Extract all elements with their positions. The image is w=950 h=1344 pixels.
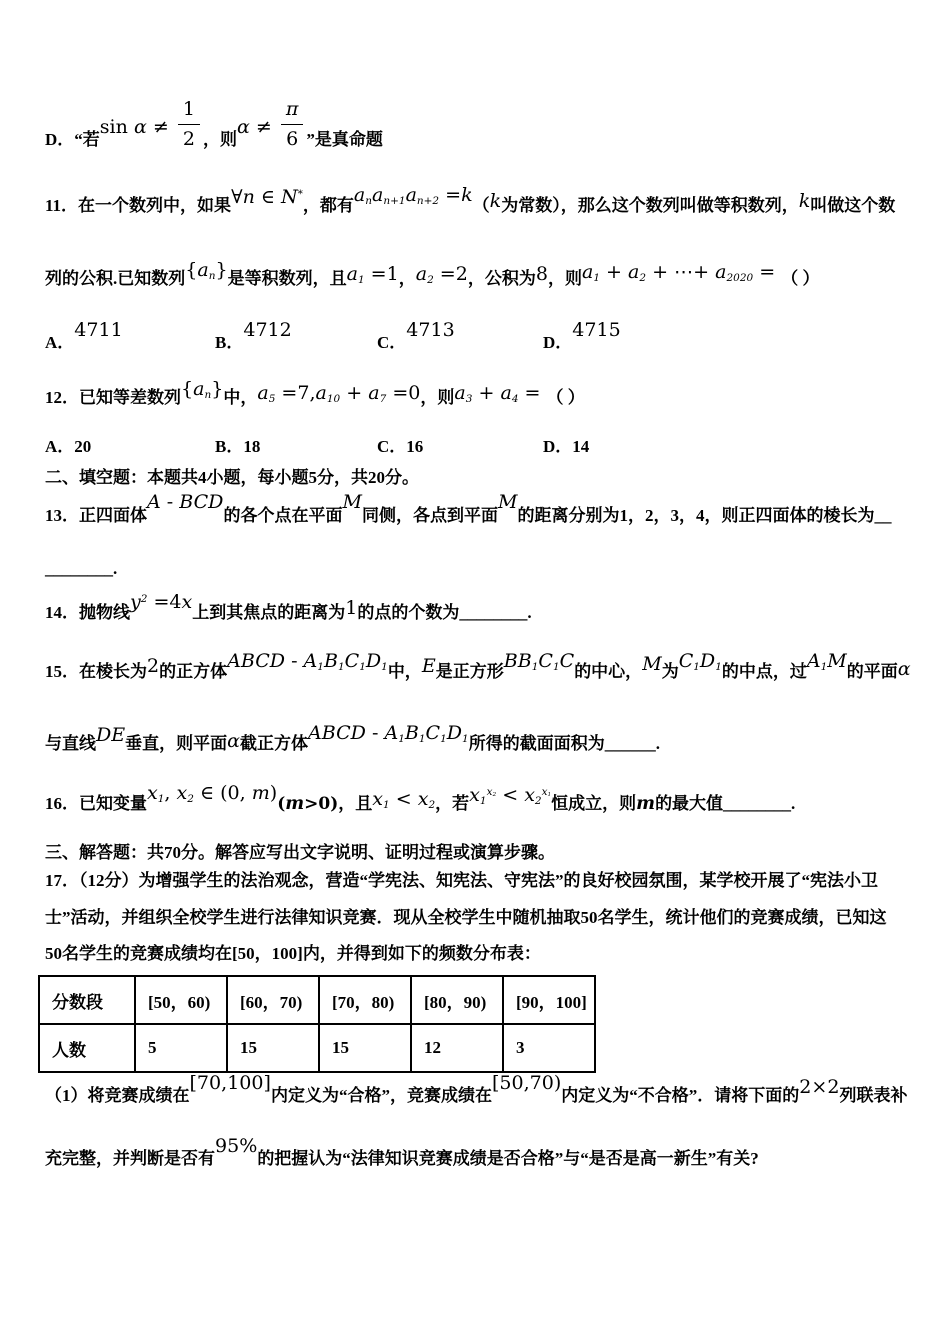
text-run: A．20: [45, 437, 92, 456]
subscript: 1: [479, 795, 487, 808]
math-run: $a_{n+2}$: [405, 184, 440, 208]
text-run: 叫做这个数: [810, 196, 896, 215]
fraction-denominator: [178, 125, 200, 153]
math-run: [50,70): [491, 1072, 562, 1094]
q11-options-col: [543, 319, 621, 356]
math-run: 2: [182, 128, 195, 150]
math-run: ): [269, 782, 278, 804]
math-run: $C_1$: [538, 650, 560, 674]
superscript: 2: [140, 592, 148, 605]
math-run: =4: [147, 591, 182, 613]
frequency-table: [38, 975, 596, 1073]
text-run: 的点的个数为________.: [357, 603, 532, 622]
math-run: $a_1$: [581, 261, 600, 285]
text-run: D．14: [543, 437, 590, 456]
table-row: [39, 976, 595, 1024]
q17-stem-line3: [45, 941, 541, 967]
math-run: $D_1$: [365, 650, 388, 674]
math-run: $x_2^{x_1}$: [524, 784, 552, 808]
math-run: ≠: [249, 116, 278, 138]
text-run: 上到其焦点的距离为: [192, 603, 346, 622]
subscript: 2: [534, 795, 542, 808]
subscript: 5: [268, 393, 276, 406]
subscript: 1: [381, 661, 388, 674]
text-run: 的中点，过: [721, 662, 807, 681]
q17-part1-line2: [45, 1135, 759, 1172]
math-run: 95%: [215, 1135, 258, 1157]
math-run: $A_1$: [384, 722, 405, 746]
subscript: 1: [317, 661, 324, 674]
math-run: 4715: [572, 319, 621, 341]
text-run: 三、解答题：共70分。解答应写出文字说明、证明过程或演算步骤。: [45, 843, 555, 862]
subscript: 2: [427, 274, 434, 287]
text-run: C．: [377, 333, 407, 352]
math-run: m: [251, 782, 270, 804]
subscript: 1: [552, 661, 560, 674]
math-run: 1: [182, 98, 195, 120]
math-run: α: [227, 730, 241, 752]
subscript: 1: [547, 792, 552, 799]
subscript: 1: [383, 799, 390, 812]
table-header-cell: [90，100]: [503, 976, 595, 1024]
table-header-cell: [50，60): [135, 976, 227, 1024]
math-run: 4711: [74, 319, 123, 341]
subscript: n+1: [383, 195, 406, 208]
math-run: =: [518, 382, 547, 404]
math-run: <: [496, 784, 525, 806]
math-run: <: [389, 788, 418, 810]
math-run: x: [181, 591, 193, 613]
text-run: 的最大值________.: [655, 794, 796, 813]
q17-stem-line1: [45, 868, 878, 894]
text-run: 15．在棱长为: [45, 662, 147, 681]
text-run: ，公积为: [467, 269, 536, 288]
math-run: {: [181, 378, 194, 400]
text-run: 的各个点在平面: [223, 506, 343, 525]
text-run: ，: [398, 269, 416, 288]
math-run: +: [340, 382, 369, 404]
math-run: $a_5$: [257, 382, 276, 406]
fraction-numerator: [178, 96, 200, 125]
math-run: $a_{10}$: [315, 382, 341, 406]
text-run: 恒成立，则: [551, 794, 637, 813]
text-run: B．: [215, 333, 244, 352]
math-run: α: [133, 116, 147, 138]
subscript: 2: [639, 272, 647, 285]
subscript: 1: [398, 733, 405, 746]
text-run: 13．正四面体: [45, 506, 147, 525]
text-run: 内定义为“合格”，竞赛成绩在: [270, 1086, 492, 1105]
math-run: +: [472, 382, 501, 404]
math-run: α: [236, 116, 250, 138]
math-run: {: [185, 259, 198, 281]
math-run: k: [461, 184, 473, 206]
math-run: n: [242, 186, 255, 208]
math-run: $C_1$: [344, 650, 366, 674]
text-run: 的距离分别为1，2，3，4，则正四面体的棱长为__: [517, 506, 892, 525]
math-run: C: [559, 650, 575, 672]
text-run: 为: [661, 662, 679, 681]
fraction: [281, 96, 304, 153]
math-run: [70,100]: [189, 1072, 271, 1094]
table-header-cell: [70，80): [319, 976, 411, 1024]
math-run: 4712: [243, 319, 292, 341]
math-run: -: [160, 491, 180, 513]
math-run: 6: [286, 128, 299, 150]
math-run: $D_1$: [446, 722, 469, 746]
math-run: N*: [281, 186, 303, 208]
math-run: }: [211, 378, 224, 400]
text-run: 中，: [223, 388, 258, 407]
math-run: =: [439, 184, 462, 206]
math-run: (: [277, 794, 286, 814]
table-cell: 15: [227, 1024, 319, 1072]
math-run: $A_1$: [806, 650, 828, 674]
math-run: $a_1$: [346, 263, 365, 287]
math-run: ≠: [146, 116, 175, 138]
math-run: +: [600, 261, 629, 283]
table-row-label: 分数段: [39, 976, 135, 1024]
subscript: 2: [492, 792, 497, 799]
superscript: [487, 786, 497, 798]
text-run: 为常数），那么这个数列叫做等积数列，: [501, 196, 799, 215]
text-run: 是正方形: [435, 662, 504, 681]
text-run: 列联表补: [839, 1086, 908, 1105]
math-run: $x_1$: [147, 782, 165, 806]
math-run: B: [503, 650, 518, 672]
table-cell: 5: [135, 1024, 227, 1072]
math-run: DE: [96, 724, 126, 746]
math-run: $x_1$: [372, 788, 390, 812]
q17-stem-line2: [45, 905, 887, 931]
math-run: ABCD: [227, 650, 286, 672]
subscript: 1: [820, 661, 828, 674]
subscript: 1: [693, 661, 700, 674]
q15-stem-line2: [45, 722, 660, 757]
text-run: ，若: [435, 794, 470, 813]
text-run: ，且: [338, 794, 373, 813]
q13-stem-line2: [45, 556, 117, 582]
text-run: 列的公积.已知数列: [45, 269, 186, 288]
math-run: $a_2$: [628, 261, 647, 285]
text-run: ，则: [202, 130, 237, 149]
section-2-heading: [45, 465, 419, 491]
q12-options-col: [377, 434, 423, 460]
text-run: A．: [45, 333, 75, 352]
math-run: $a_2$: [415, 263, 434, 287]
text-run: 充完整，并判断是否有: [45, 1149, 215, 1168]
subscript: 3: [465, 393, 473, 406]
text-run: 是等积数列，且: [227, 269, 347, 288]
math-run: $x_1^{x_2}$: [469, 784, 497, 808]
math-run: E: [421, 655, 436, 677]
math-run: $B_1$: [323, 650, 345, 674]
subscript: n+2: [416, 195, 440, 208]
math-run: =1: [364, 263, 399, 285]
text-run: 17．（12分）为增强学生的法治观念，营造“学宪法、知宪法、守宪法”的良好校园氛围，某学校开展了“宪法小卫: [45, 871, 878, 890]
text-run: 11．在一个数列中，如果: [45, 196, 232, 215]
math-run: $B_1$: [517, 650, 539, 674]
math-run: π: [285, 98, 299, 120]
math-run: $C_1$: [678, 650, 700, 674]
math-run: α: [897, 658, 911, 680]
math-run: 8: [535, 263, 548, 285]
table-cell: 12: [411, 1024, 503, 1072]
math-run: 2: [147, 655, 160, 677]
subscript: 2: [428, 799, 436, 812]
table-row-label: 人数: [39, 1024, 135, 1072]
text-run: 所得的截面面积为______.: [468, 734, 660, 753]
table-row: [39, 1024, 595, 1072]
subscript: 1: [418, 733, 426, 746]
text-run: 50名学生的竞赛成绩均在[50，100]内，并得到如下的频数分布表：: [45, 944, 541, 963]
subscript: 1: [440, 733, 447, 746]
math-run: $a_n$: [353, 184, 373, 208]
subscript: 7: [379, 393, 387, 406]
math-run: 1: [345, 597, 358, 619]
math-run: $a_7$: [368, 382, 387, 406]
q11-stem-line1: [45, 184, 896, 219]
math-run: $a_3$: [454, 382, 473, 406]
text-run: ________.: [45, 559, 118, 578]
q12-stem: [45, 378, 585, 411]
q11-stem-line2: [45, 259, 820, 292]
subscript: 1: [593, 272, 600, 285]
math-run: >0): [304, 794, 339, 814]
table-cell: 3: [503, 1024, 595, 1072]
text-run: 的平面: [846, 662, 898, 681]
q11-options-col: [377, 319, 455, 356]
text-run: 与直线: [45, 734, 96, 753]
text-run: （1）将竞赛成绩在: [45, 1086, 190, 1105]
subscript: n: [208, 270, 216, 283]
subscript: 1: [157, 793, 165, 806]
text-run: 16．已知变量: [45, 794, 147, 813]
math-run: $a_4$: [500, 382, 519, 406]
fraction: [178, 96, 200, 153]
math-run: $a_{n+1}$: [372, 184, 406, 208]
math-run: M: [497, 491, 518, 513]
math-run: (0,: [220, 782, 252, 804]
math-run: M: [342, 491, 362, 513]
math-run: $D_1$: [699, 650, 722, 674]
math-run: $x_2$: [417, 788, 436, 812]
text-run: （: [472, 196, 490, 215]
math-run: m: [285, 793, 305, 814]
text-run: 截正方体: [240, 734, 309, 753]
text-run: D．: [543, 333, 573, 352]
fraction-numerator: [281, 96, 304, 125]
math-run: sin: [99, 116, 134, 138]
subscript: n: [365, 195, 373, 208]
q17-part1-line1: [45, 1072, 908, 1109]
text-run: ，则: [547, 269, 582, 288]
text-run: 二、填空题：本题共4小题，每小题5分，共20分。: [45, 468, 419, 487]
text-run: 士”活动，并组织全校学生进行法律知识竞赛．现从全校学生中随机抽取50名学生，统计他们的竞赛成绩，已知这: [45, 908, 887, 927]
subscript: 4: [511, 393, 519, 406]
q11-options-col: [215, 319, 292, 356]
math-run: A: [147, 491, 161, 513]
math-run: 4713: [406, 319, 455, 341]
subscript: 2: [187, 793, 194, 806]
math-run: ,: [164, 782, 177, 804]
section-3-heading: [45, 840, 555, 866]
q10-option-d: [45, 96, 383, 153]
math-run: ∈: [193, 782, 221, 804]
text-run: 垂直，则平面: [125, 734, 228, 753]
fraction-denominator: [281, 125, 304, 153]
subscript: 1: [337, 661, 345, 674]
math-run: -: [365, 722, 385, 744]
q12-options-col: [45, 434, 91, 460]
text-run: ，都有: [302, 196, 354, 215]
math-run: + ⋯+: [646, 261, 716, 283]
text-run: ”是真命题: [306, 130, 383, 149]
subscript: 10: [326, 393, 341, 406]
subscript: 2020: [726, 272, 754, 285]
math-run: M: [642, 653, 662, 675]
math-run: $A_1$: [303, 650, 324, 674]
math-run: -: [285, 650, 304, 672]
math-run: }: [215, 259, 228, 281]
q15-stem-line1: [45, 650, 911, 685]
math-run: =0: [386, 382, 421, 404]
text-run: 中，: [387, 662, 422, 681]
table-cell: 15: [319, 1024, 411, 1072]
math-run: x2: [486, 785, 497, 799]
subscript: n: [204, 389, 212, 402]
math-run: ABCD: [308, 722, 366, 744]
math-run: $a_{2020}$: [715, 261, 754, 285]
math-run: k: [798, 190, 811, 212]
q11-options-col: [45, 319, 123, 356]
math-run: =: [753, 261, 782, 283]
math-run: $B_1$: [404, 722, 426, 746]
q16-stem: [45, 782, 796, 817]
math-run: BCD: [179, 491, 224, 513]
text-run: 的正方体: [159, 662, 228, 681]
table-header-cell: [60，70): [227, 976, 319, 1024]
math-run: 2×2: [799, 1076, 840, 1098]
math-run: $a_n$: [197, 259, 216, 283]
math-run: k: [489, 190, 502, 212]
math-run: ∀: [231, 186, 243, 208]
math-run: m: [636, 793, 656, 814]
subscript: 1: [531, 661, 539, 674]
q14-stem: [45, 591, 532, 626]
math-run: x1: [541, 785, 552, 799]
math-run: =2: [433, 263, 468, 285]
math-run: $a_n$: [193, 378, 212, 402]
subscript: 1: [715, 661, 722, 674]
math-run: $C_1$: [425, 722, 447, 746]
table-header-cell: [80，90): [411, 976, 503, 1024]
subscript: 1: [462, 733, 469, 746]
text-run: 内定义为“不合格”．请将下面的: [561, 1086, 800, 1105]
text-run: 同侧，各点到平面: [361, 506, 498, 525]
text-run: B．18: [215, 437, 261, 456]
subscript: 1: [357, 274, 365, 287]
text-run: C．16: [377, 437, 424, 456]
q13-stem-line1: [45, 491, 892, 529]
subscript: 1: [359, 661, 366, 674]
text-run: 的中心，: [574, 662, 643, 681]
text-run: D．“若: [45, 130, 100, 149]
math-run: ∈: [254, 186, 282, 208]
text-run: 14．抛物线: [45, 603, 130, 622]
text-run: 的把握认为“法律知识竞赛成绩是否合格”与“是否是高一新生”有关?: [257, 1149, 759, 1168]
q12-options-col: [215, 434, 260, 460]
math-run: =7,: [275, 382, 316, 404]
superscript: [542, 786, 552, 798]
math-run: $x_2$: [176, 782, 194, 806]
math-run: $y^2$: [130, 591, 148, 613]
text-run: （ ）: [781, 269, 820, 288]
text-run: （ ）: [546, 388, 585, 407]
math-run: M: [827, 650, 847, 672]
superscript: *: [297, 187, 303, 200]
q12-options-col: [543, 434, 589, 460]
text-run: 12．已知等差数列: [45, 388, 181, 407]
text-run: ，则: [420, 388, 455, 407]
